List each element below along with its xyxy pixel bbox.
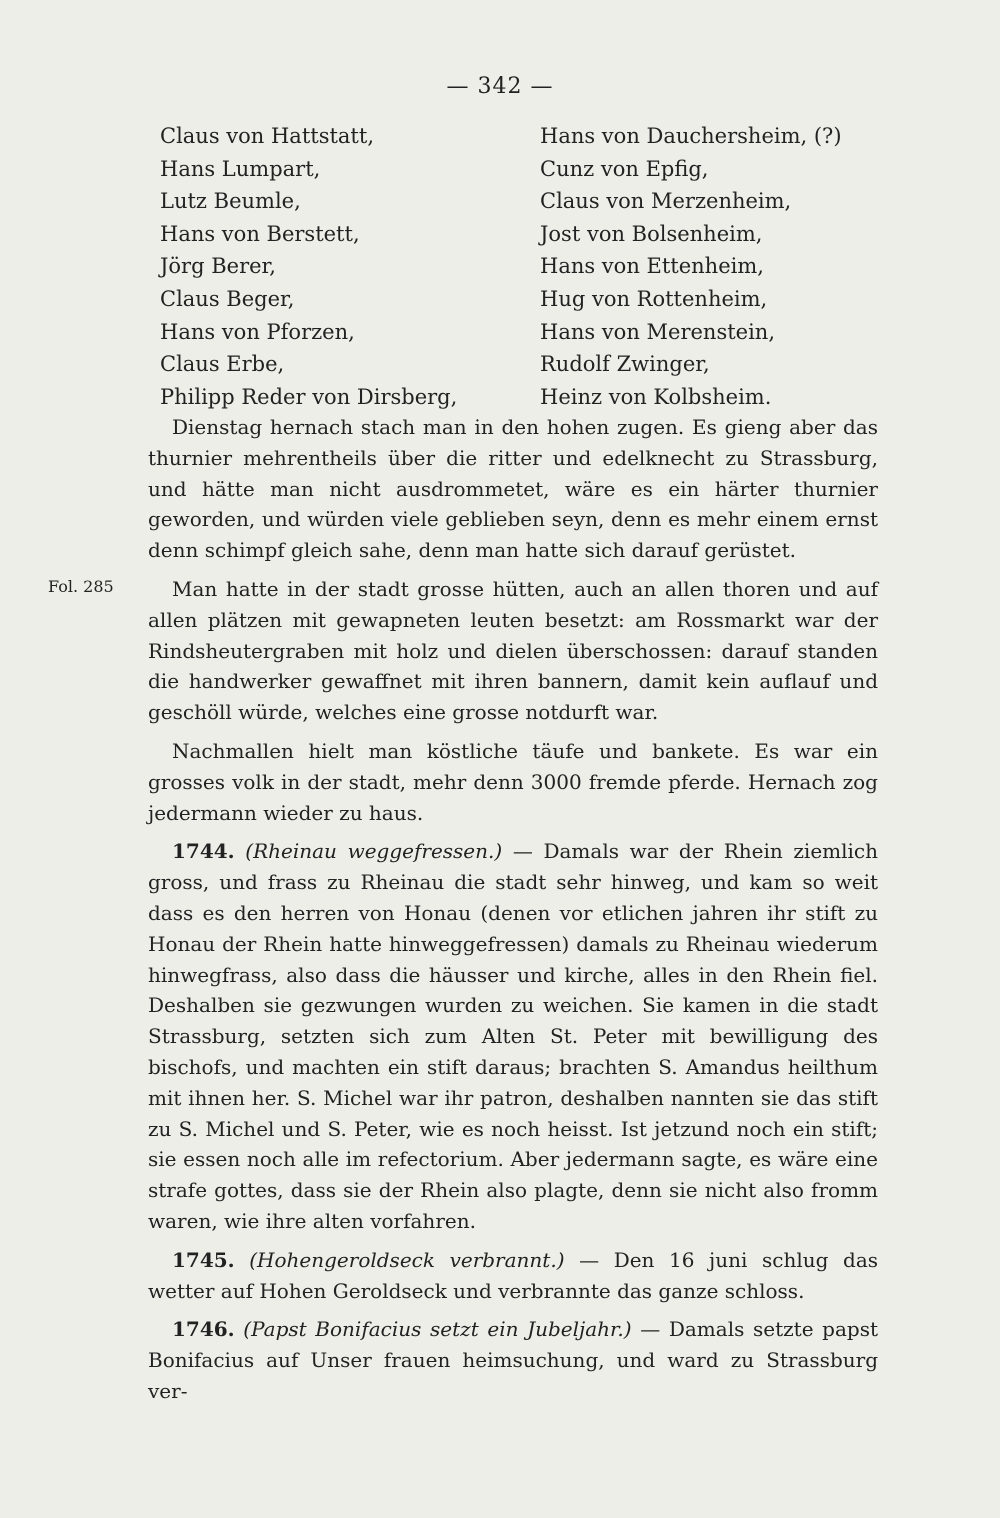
name-entry: Philipp Reder von Dirsberg, — [160, 384, 458, 409]
name-entry: Heinz von Kolbsheim. — [540, 384, 772, 409]
name-entry: Jörg Berer, — [160, 254, 276, 279]
paragraph — [148, 412, 878, 566]
entry-1744 — [148, 836, 878, 1236]
name-entry: Claus von Hattstatt, — [160, 124, 374, 148]
entry-year: 1745. — [172, 1247, 235, 1272]
name-column-left — [160, 120, 520, 413]
name-entry: Hans Lumpart, — [160, 156, 321, 181]
entry-subject: (Papst Bonifacius setzt ein Jubeljahr.) — [243, 1317, 632, 1342]
entry-year: 1746. — [172, 1317, 235, 1342]
entry-1745 — [148, 1245, 878, 1307]
name-entry: Hug von Rottenheim, — [540, 286, 768, 311]
name-entry: Hans von Merenstein, — [540, 319, 775, 344]
paragraph-text: — Damals setzte papst Bonifacius auf Unser frauen heimsuchung, und ward zu Strassburg ver- — [148, 1317, 878, 1403]
entry-year: 1744. — [172, 839, 235, 864]
entry-1746 — [148, 1314, 878, 1406]
entry-subject: (Hohengeroldseck verbrannt.) — [249, 1247, 565, 1272]
name-entry: Claus Beger, — [160, 286, 295, 311]
paragraph-text: — Damals war der Rhein ziemlich gross, und frass zu Rheinau die stadt sehr hinweg, und kam so weit dass es den herren von Honau (denen vor etlichen jahren ihr stift zu Honau der Rhein hatte hinweggefressen) damals zu Rheinau wiederum hinwegfrass, also dass die häusser und kirche, alles in den Rhein fiel. Deshalben sie gezwungen wurden zu weichen. Sie kamen in die stadt Strassburg, setzten sich zum Alten St. Peter mit bewilligung des bischofs, und machten ein stift daraus; brachten S. Amandus heilthum mit ihnen her. S. Michel war ihr patron, deshalben nannten sie das stift zu S. Michel und S. Peter, wie es noch heisst. Ist jetzund noch ein stift; sie essen noch alle im refectorium. Aber jedermann sagte, es wäre eine strafe gottes, dass sie der Rhein also plagte, denn sie nicht also fromm waren, wie ihre alten vorfahren. — [148, 839, 878, 1233]
paragraph-text: Man hatte in der stadt grosse hütten, auch an allen thoren und auf allen plätzen mit gewapneten leuten besetzt: am Rossmarkt war der Rindsheutergraben mit holz und dielen überschossen: darauf standen die handwerker gewaffnet mit ihren bannern, damit kein auflauf und geschöll würde, welches eine grosse notdurft war. — [148, 576, 878, 725]
name-entry: Hans von Ettenheim, — [540, 254, 764, 279]
paragraph-text: — Den 16 juni schlug das wetter auf Hohen Geroldseck und verbrannte das ganze schloss. — [148, 1247, 879, 1303]
margin-note: Fol. 285 — [48, 577, 114, 596]
name-entry: Hans von Berstett, — [160, 221, 360, 246]
paragraph — [148, 736, 878, 828]
name-entry: Rudolf Zwinger, — [540, 352, 710, 377]
paragraph — [148, 574, 878, 728]
name-entry: Claus Erbe, — [160, 352, 285, 377]
body-text — [148, 412, 878, 1415]
name-column-right — [540, 120, 900, 413]
name-entry: Jost von Bolsenheim, — [540, 221, 763, 246]
name-entry: Lutz Beumle, — [160, 189, 301, 214]
name-entry: Hans von Dauchersheim, (?) — [540, 124, 842, 148]
name-entry: Hans von Pforzen, — [160, 319, 355, 344]
page-number: — 342 — — [446, 74, 554, 99]
paragraph-text: Nachmallen hielt man köstliche täufe und bankete. Es war ein grosses volk in der stadt, mehr denn 3000 fremde pferde. Hernach zog jedermann wieder zu haus. — [148, 738, 878, 825]
paragraph-text: Dienstag hernach stach man in den hohen zugen. Es gieng aber das thurnier mehrentheils über die ritter und edelknecht zu Strassburg, und hätte man nicht ausdrommetet, wäre es ein härter thurnier geworden, und würden viele geblieben seyn, denn es mehr einem ernst denn schimpf gleich sahe, denn man hatte sich darauf gerüstet. — [148, 415, 878, 563]
entry-subject: (Rheinau weggefressen.) — [245, 839, 503, 864]
name-entry: Claus von Merzenheim, — [540, 189, 792, 214]
name-entry: Cunz von Epfig, — [540, 156, 709, 181]
